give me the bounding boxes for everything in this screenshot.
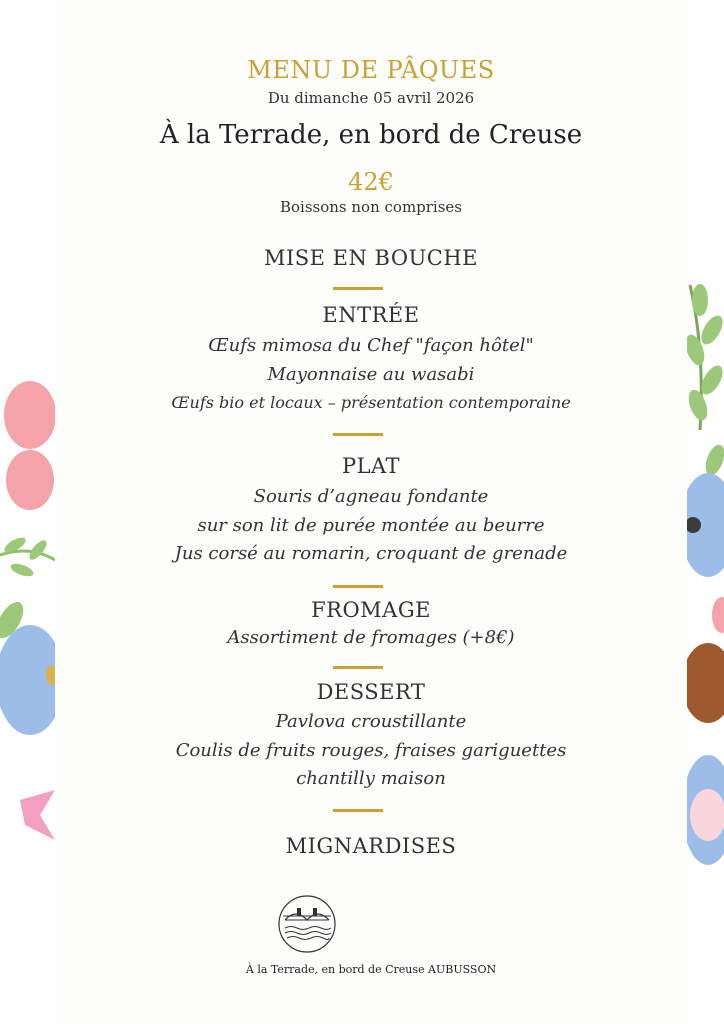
pink-flower-icon: [4, 381, 56, 449]
dish-line: Coulis de fruits rouges, fraises gariguettes: [175, 740, 567, 761]
course-title-mignardises: MIGNARDISES: [285, 834, 457, 858]
pink-flower-icon: [690, 789, 724, 841]
menu-title: MENU DE PÂQUES: [247, 56, 495, 84]
menu-content: [55, 0, 687, 1024]
dish-line: Œufs bio et locaux – présentation contemporaine: [171, 393, 571, 412]
venue-name: À la Terrade, en bord de Creuse: [159, 120, 583, 150]
dish-line: chantilly maison: [296, 768, 446, 789]
drinks-note: Boissons non comprises: [279, 198, 463, 216]
gold-separator: [333, 809, 383, 812]
course-title-fromage: FROMAGE: [311, 598, 431, 622]
course-title-dessert: DESSERT: [316, 680, 426, 704]
gold-separator: [333, 433, 383, 436]
course-title-entree: ENTRÉE: [322, 303, 420, 327]
gold-separator: [333, 585, 383, 588]
pink-star-flower-icon: [20, 790, 55, 840]
dish-line: Souris d’agneau fondante: [253, 486, 489, 507]
dish-line: Mayonnaise au wasabi: [267, 364, 475, 385]
dish-line: Jus corsé au romarin, croquant de grenade: [174, 543, 568, 564]
brown-flower-icon: [682, 643, 724, 723]
bridge-river-logo-icon: [277, 894, 337, 954]
dish-line: Assortiment de fromages (+8€): [227, 627, 515, 648]
dish-line: Pavlova croustillante: [275, 711, 467, 732]
course-title-amuse: MISE EN BOUCHE: [263, 246, 479, 270]
gold-separator: [333, 287, 383, 290]
menu-price: 42€: [348, 168, 394, 196]
footer-text: À la Terrade, en bord de Creuse AUBUSSON: [245, 963, 497, 976]
gold-separator: [333, 666, 383, 669]
menu-date: Du dimanche 05 avril 2026: [267, 89, 475, 107]
dish-line: Œufs mimosa du Chef "façon hôtel": [208, 335, 534, 356]
course-title-plat: PLAT: [341, 454, 401, 478]
dish-line: sur son lit de purée montée au beurre: [197, 515, 545, 536]
